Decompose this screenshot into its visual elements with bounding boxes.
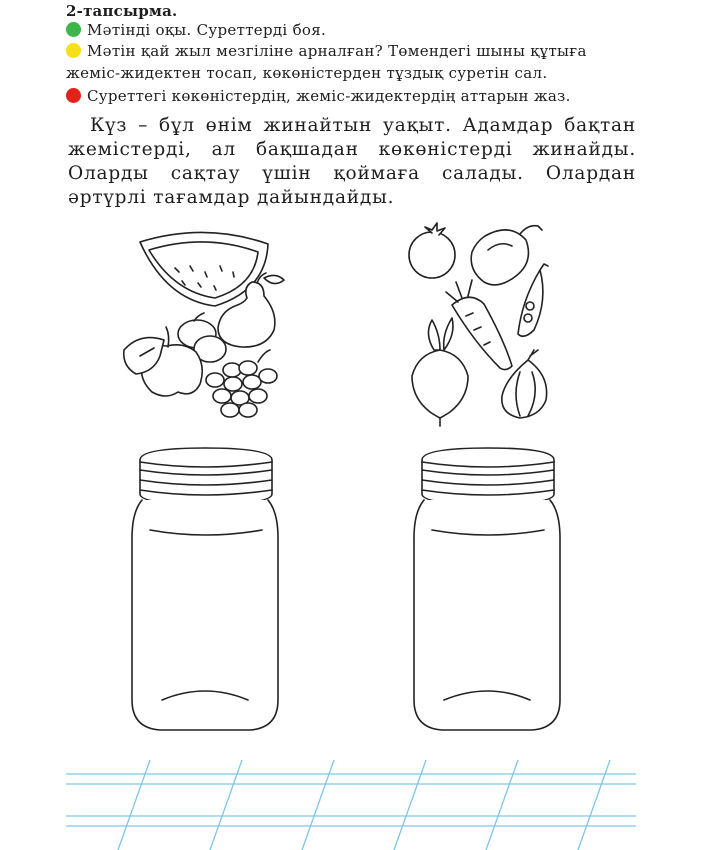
instruction-text: Мәтін қай жыл мезгіліне арналған? Төмендегі шыны құтыға жеміс-жидектен тосап, көкөністерден тұздық суретін сал. [66,42,587,82]
story-text: Күз – бұл өнім жинайтын уақыт. Адамдар бақтан жемістерді, ал бақшадан көкөністерді жинайды. Оларды сақтау үшін қоймаға салады. Олардан әртүрлі тағамдар дайындайды. [68,115,636,208]
instruction-text: Суреттегі көкөністердің, жеміс-жидектердің аттарын жаз. [87,87,571,105]
writing-lines [66,760,636,850]
left-jar-icon [132,448,278,730]
tomato-icon [409,223,455,278]
right-jar-icon [414,448,560,730]
bell-pepper-icon [471,226,542,285]
fruits-picture [124,232,284,417]
peas-pod-icon [518,264,548,336]
task-title: 2-тапсырма. [66,2,178,20]
vegetables-picture [409,223,548,426]
beetroot-icon [412,318,468,426]
instruction-text: Мәтінді оқы. Суреттерді боя. [87,21,327,39]
